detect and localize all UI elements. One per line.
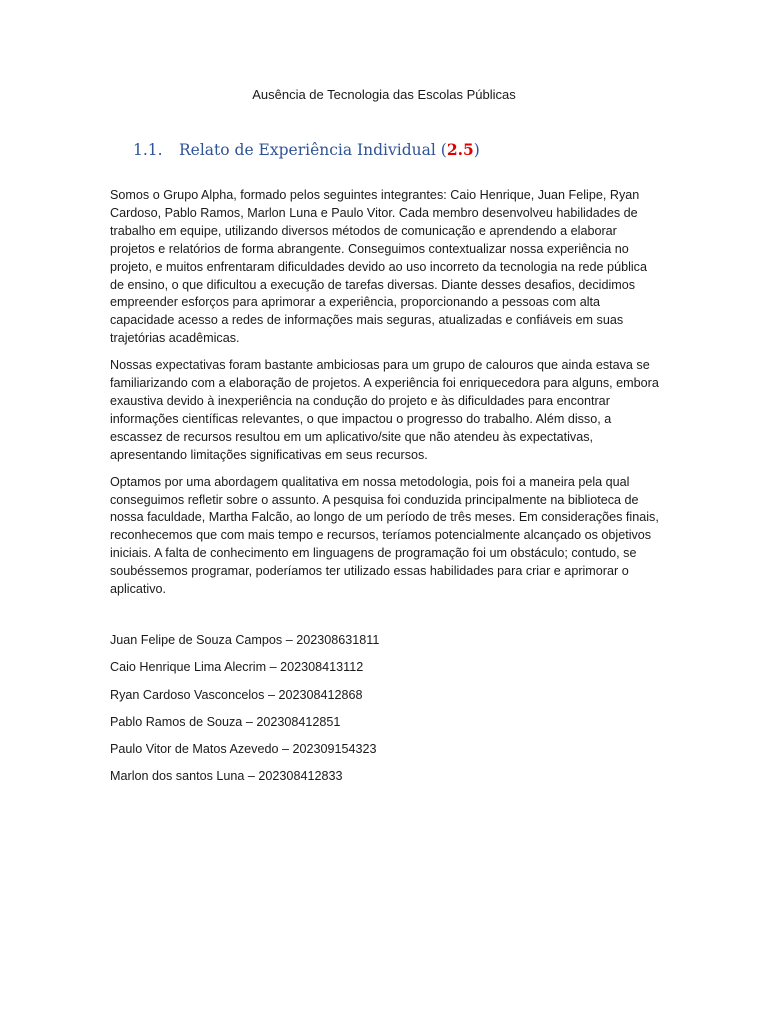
paragraph-2: Nossas expectativas foram bastante ambiciosas para um grupo de calouros que ainda estava se familiarizando com a elaboração de projetos. A experiência foi enriquecedora para alguns, embora exaustiva devido à inexperiência na condução do projeto e às dificuldades para encontrar informações científicas relevantes, o que impactou o progresso do trabalho. Além disso, a escassez de recursos resultou em um aplicativo/site que não atendeu às expectativas, apresentando limitações significativas em seus recursos.	[110, 358, 659, 462]
section-number: 1.1.	[133, 141, 163, 159]
body-text	[110, 187, 662, 608]
document-title: Ausência de Tecnologia das Escolas Públicas	[252, 87, 516, 102]
section-heading: 1.1. Relato de Experiência Individual (2.5)	[133, 140, 480, 159]
member-item: Marlon dos santos Luna – 202308412833	[110, 769, 343, 784]
member-item: Paulo Vitor de Matos Azevedo – 202309154323	[110, 742, 377, 757]
member-item: Caio Henrique Lima Alecrim – 202308413112	[110, 660, 364, 675]
member-item: Juan Felipe de Souza Campos – 202308631811	[110, 633, 380, 647]
member-item: Ryan Cardoso Vasconcelos – 202308412868	[110, 687, 363, 702]
section-heading-text: Relato de Experiência Individual	[179, 141, 436, 159]
member-item: Pablo Ramos de Souza – 202308412851	[110, 714, 341, 729]
paragraph-3: Optamos por uma abordagem qualitativa em nossa metodologia, pois foi a maneira pela qual conseguimos refletir sobre o assunto. A pesquisa foi conduzida principalmente na biblioteca de nossa faculdade, Martha Falcão, ao longo de um período de três meses. Em considerações finais, reconhecemos que com mais tempo e recursos, teríamos potencialmente alcançado os objetivos iniciais. A falta de conhecimento em linguagens de programação foi um obstáculo; contudo, se soubéssemos programar, poderíamos ter utilizado essas habilidades para criar e aprimorar o aplicativo.	[110, 474, 659, 597]
section-score: 2.5	[446, 140, 474, 159]
paragraph-1: Somos o Grupo Alpha, formado pelos seguintes integrantes: Caio Henrique, Juan Felipe, Ryan Cardoso, Pablo Ramos, Marlon Luna e Paulo Vitor. Cada membro desenvolveu habilidades de trabalho em equipe, utilizando diversos métodos de comunicação e aprendendo a elaborar projetos e relatórios de forma abrangente. Conseguimos contextualizar nossa experiência no projeto, e muitos enfrentaram dificuldades devido ao uso incorreto da tecnologia na rede pública de ensino, o que dificultou a execução de tarefas diversas. Diante desses desafios, decidimos empreender esforços para aprimorar a experiência, proporcionando a pessoas com alta capacidade acesso a redes de informações mais seguras, atualizadas e confiáveis em suas trajetórias acadêmicas.	[110, 188, 647, 346]
member-list	[110, 632, 662, 796]
